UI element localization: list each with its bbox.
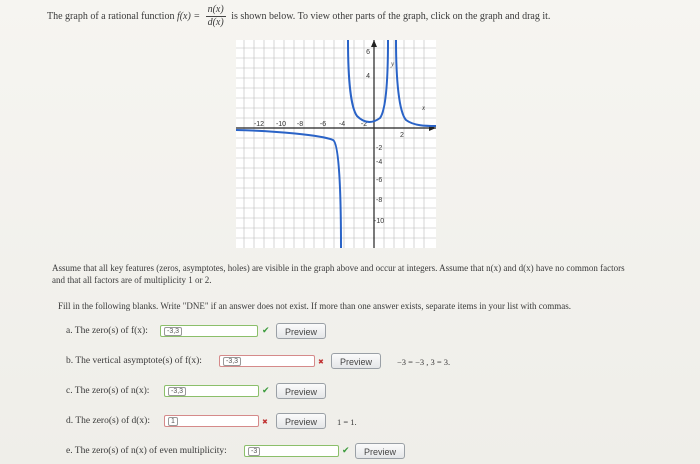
incorrect-mark-icon: ✖ [262, 418, 268, 426]
question-e-input[interactable] [244, 445, 339, 457]
y-tick-label: -6 [376, 177, 383, 184]
incorrect-mark-icon: ✖ [318, 358, 324, 366]
question-b-preview-button[interactable]: Preview [331, 353, 381, 369]
question-b-feedback: −3 = −3 , 3 = 3. [397, 357, 451, 367]
question-e-answer: -3 [248, 447, 260, 456]
y-tick-label: -8 [376, 197, 383, 204]
problem-intro [47, 4, 550, 29]
instructions-text: Fill in the following blanks. Write "DNE" if an answer does not exist. If more than one answer exists, separate items in your list with commas. [58, 301, 571, 311]
question-c-label: c. The zero(s) of n(x): [66, 386, 150, 396]
x-tick-label: -4 [338, 121, 346, 128]
x-tick-label: -10 [275, 121, 287, 128]
assumption-text: Assume that all key features (zeros, asymptotes, holes) are visible in the graph above and occur at integers. Assume that n(x) and d(x) have no common factors and that all factors are of multiplicity 1 or 2. [52, 263, 625, 285]
correct-check-icon: ✔ [262, 326, 270, 336]
x-tick-label: -8 [296, 121, 304, 128]
intro-after: is shown below. To view other parts of the graph, click on the graph and drag it. [228, 10, 551, 22]
question-d-answer: 1 [168, 417, 178, 426]
y-axis-label: y [391, 60, 395, 68]
question-a-preview-button[interactable]: Preview [276, 323, 326, 339]
y-tick-label: -4 [376, 159, 383, 166]
question-a-answer: -3,3 [164, 327, 182, 336]
correct-check-icon: ✔ [342, 446, 350, 456]
x-tick-label: 2 [400, 132, 404, 139]
y-tick-label: 4 [366, 73, 370, 80]
intro-before: The graph of a rational function [47, 10, 177, 22]
question-a-input[interactable] [160, 325, 258, 337]
question-a-label: a. The zero(s) of f(x): [66, 326, 148, 336]
question-e-preview-button[interactable]: Preview [355, 443, 405, 459]
question-b-answer: -3,3 [223, 357, 241, 366]
y-tick-label: -10 [374, 218, 385, 225]
question-b-label: b. The vertical asymptote(s) of f(x): [66, 356, 202, 366]
question-d-input[interactable] [164, 415, 259, 427]
y-tick-label: -2 [376, 145, 383, 152]
question-c-preview-button[interactable]: Preview [276, 383, 326, 399]
fraction-denominator: d(x) [207, 17, 224, 28]
question-d-feedback: 1 = 1. [337, 417, 357, 427]
x-tick-label: -12 [253, 121, 265, 128]
function-name: f(x) = [176, 10, 201, 22]
question-c-input[interactable] [164, 385, 259, 397]
fraction-numerator: n(x) [207, 4, 224, 15]
question-d-preview-button[interactable]: Preview [276, 413, 326, 429]
x-axis-label: x [422, 104, 426, 112]
rational-function-graph[interactable] [236, 40, 436, 248]
x-tick-label: -2 [360, 121, 368, 128]
x-tick-label: -6 [319, 121, 327, 128]
function-fraction [206, 4, 226, 29]
correct-check-icon: ✔ [262, 386, 270, 396]
question-d-label: d. The zero(s) of d(x): [66, 416, 150, 426]
question-c-answer: -3,3 [168, 387, 186, 396]
question-e-label: e. The zero(s) of n(x) of even multiplicity: [66, 446, 227, 456]
y-tick-label: 6 [366, 49, 370, 56]
question-b-input[interactable] [219, 355, 315, 367]
